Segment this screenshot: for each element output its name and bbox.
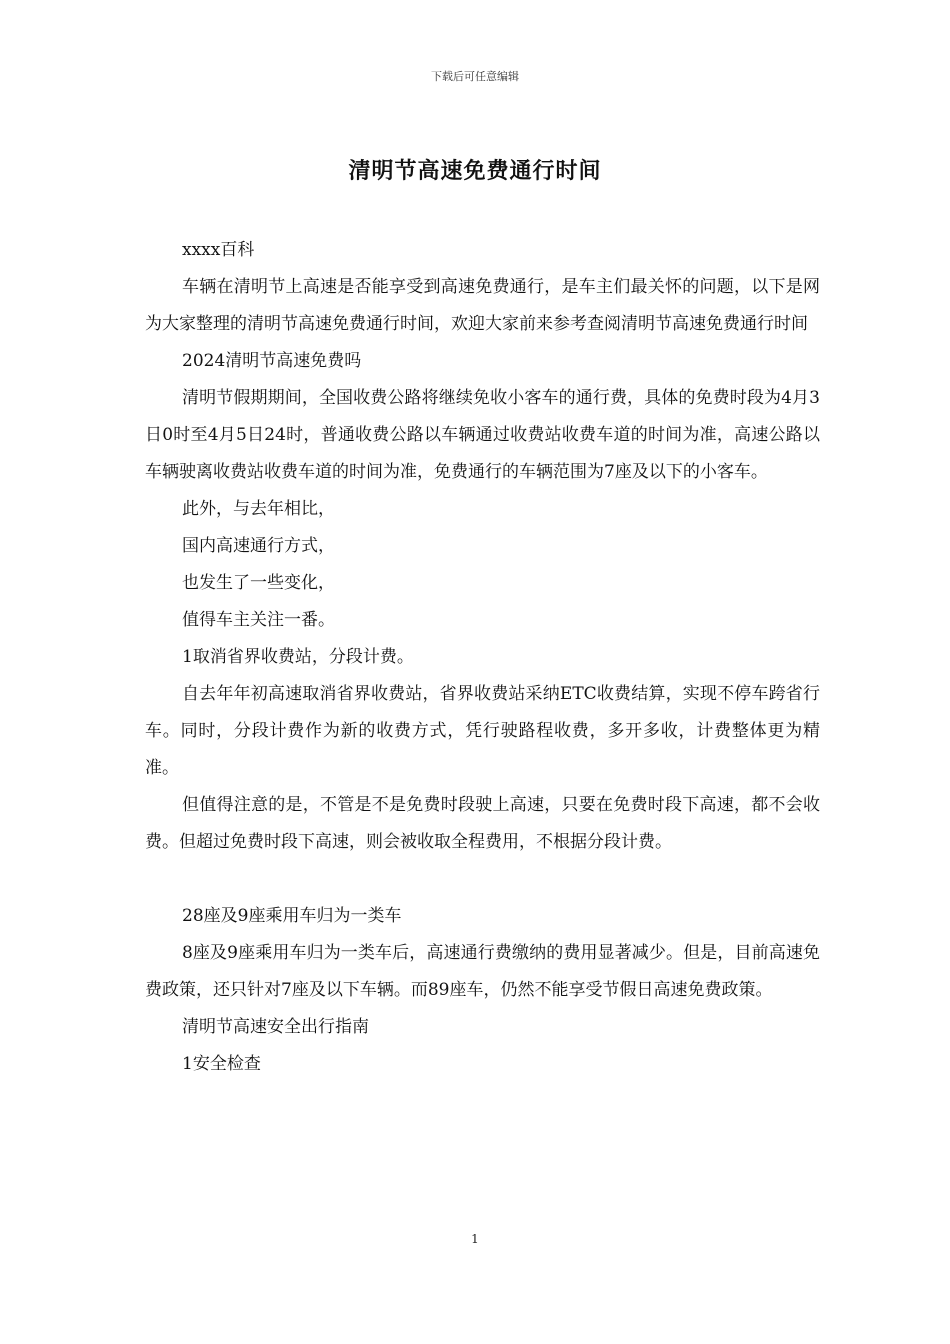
vehicle-class-paragraph: 8座及9座乘用车归为一类车后，高速通行费缴纳的费用显著减少。但是，目前高速免费政策，还只针对7座及以下车辆。而89座车，仍然不能享受节假日高速免费政策。 [145,943,820,1000]
point-heading-1: 1取消省界收费站，分段计费。 [182,647,414,667]
etc-paragraph: 自去年年初高速取消省界收费站，省界收费站采纳ETC收费结算，实现不停车跨省行车。同时，分段计费作为新的收费方式，凭行驶路程收费，多开多收，计费整体更为精准。 [145,684,820,778]
document-body [145,232,820,1083]
page-number: 1 [471,1232,479,1246]
intro-paragraph: 车辆在清明节上高速是否能享受到高速免费通行，是车主们最关怀的问题，以下是网为大家整理的清明节高速免费通行时间，欢迎大家前来参考查阅清明节高速免费通行时间 [145,277,820,334]
change-line-4: 值得车主关注一番。 [182,610,335,630]
section-heading-safety-guide: 清明节高速安全出行指南 [182,1017,369,1037]
change-line-1: 此外，与去年相比， [182,499,335,519]
notice-paragraph: 但值得注意的是，不管是不是免费时段驶上高速，只要在免费时段下高速，都不会收费。但超过免费时段下高速，则会被收取全程费用，不根据分段计费。 [145,795,820,852]
change-line-3: 也发生了一些变化， [182,573,335,593]
point-heading-2: 28座及9座乘用车归为一类车 [182,906,402,926]
source-line: xxxx百科 [182,240,255,260]
header-note: 下载后可任意编辑 [431,70,519,83]
section-heading-free-question: 2024清明节高速免费吗 [182,351,362,371]
safety-point-1: 1安全检查 [182,1054,261,1074]
paragraph-spacer [145,861,820,898]
free-period-paragraph: 清明节假期期间，全国收费公路将继续免收小客车的通行费，具体的免费时段为4月3日0时至4月5日24时，普通收费公路以车辆通过收费站收费车道的时间为准，高速公路以车辆驶离收费站收费车道的时间为准，免费通行的车辆范围为7座及以下的小客车。 [145,388,820,482]
change-line-2: 国内高速通行方式， [182,536,335,556]
document-title: 清明节高速免费通行时间 [348,158,602,184]
